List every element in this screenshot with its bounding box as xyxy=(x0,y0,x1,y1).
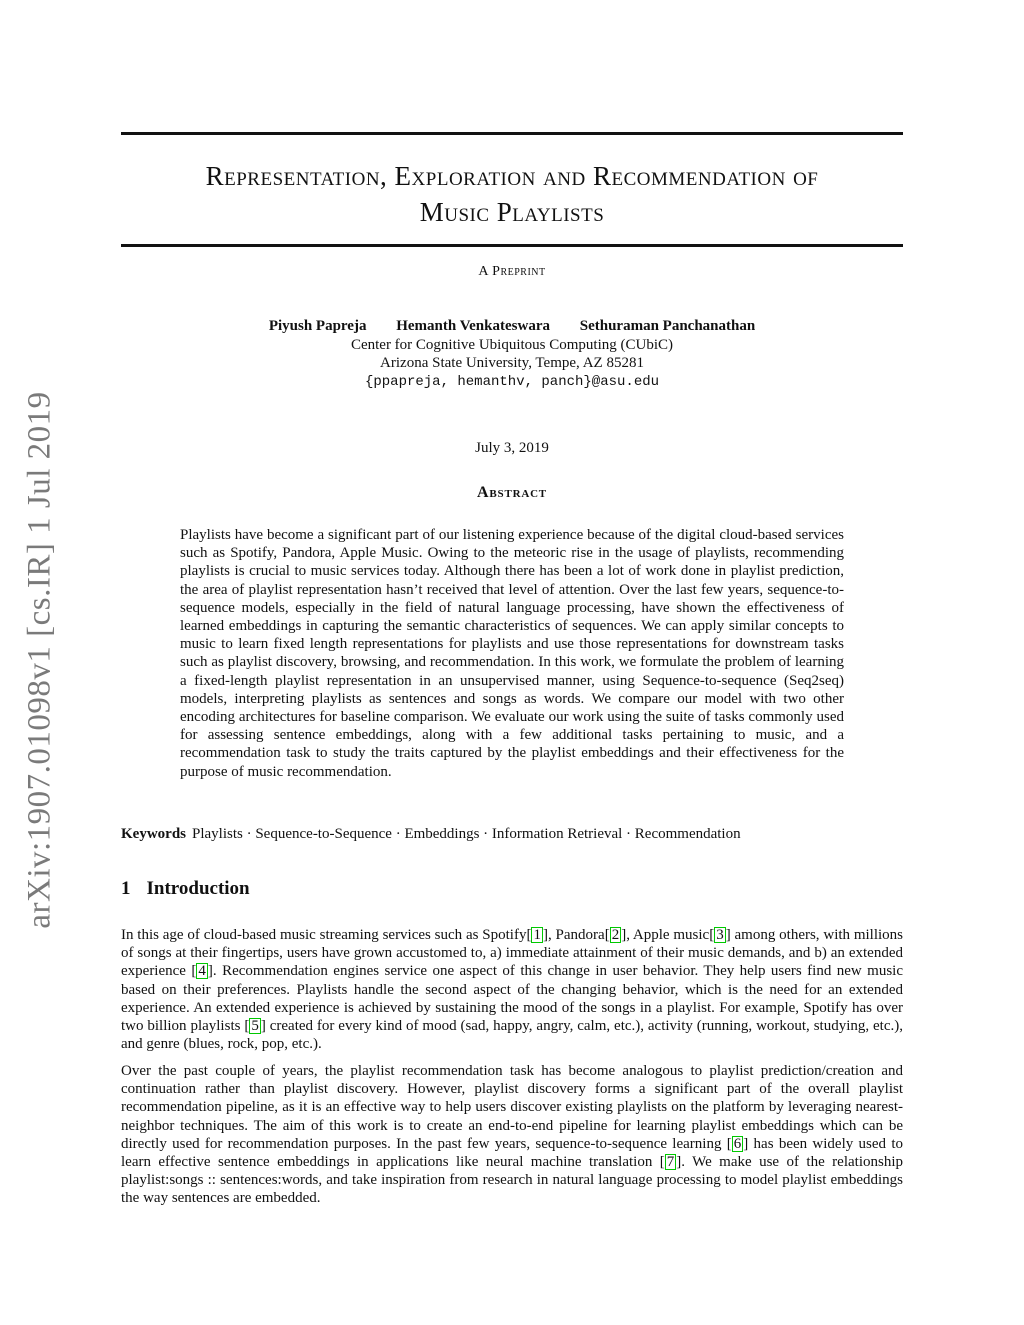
title-top-rule xyxy=(121,132,903,135)
section-number: 1 xyxy=(121,878,131,899)
paper-title xyxy=(121,158,903,230)
paragraph-text: among others, with millions of songs at their fingertips, users have grown accustomed to, a) immediate attainment of their music demands, and b) an extended experience xyxy=(121,927,904,980)
paragraph-text: . We make use of the relationship playlist:songs :: sentences:words, and take inspiration from research in natural language processing to model playlist embeddings the way sentences are embedded. xyxy=(121,1154,903,1207)
citation-link[interactable]: 7 xyxy=(666,1154,675,1171)
citation-link[interactable]: 1 xyxy=(533,927,541,943)
paragraph-text: created for every kind of mood (sad, happy, angry, calm, etc.), activity (running, workout, studying, etc.), and genre (blues, rock, pop, etc.). xyxy=(121,1018,903,1053)
paragraph-text: , Pandora xyxy=(547,927,605,943)
author-list xyxy=(121,318,903,335)
paragraph-text: , Apple music xyxy=(626,927,710,943)
title-bottom-rule xyxy=(121,244,903,247)
intro-paragraph-2: Over the past couple of years, the playlist recommendation task has become analogous to playlist prediction/creation and continuation rather than playlist discovery. However, playlist discovery forms a significant part of the overall playlist recommendation pipeline, as it is an effective way to help users discover existing playlists on the platform by leveraging nearest-neighbor techniques. The aim of this work is to create an end-to-end pipeline for learning playlist embeddings which can be directly used for recommendation purposes. In the past few years, sequence-to-sequence learning [ 6 ] has been widely used to learn effective sentence embeddings in applications like neural machine translation [ 7 ]. We make use of the relationship playlist:songs :: sentences:words, and take inspiration from research in natural language processing to model playlist embeddings the way sentences are embedded. xyxy=(121,1063,903,1207)
arxiv-identifier-stamp: arXiv:1907.01098v1 [cs.IR] 1 Jul 2019 xyxy=(21,391,58,929)
citation-link[interactable]: 3 xyxy=(716,927,724,943)
section-title: Introduction xyxy=(146,878,250,899)
keywords-label: Keywords xyxy=(121,826,186,842)
citation-link[interactable]: 5 xyxy=(251,1018,259,1035)
preprint-label: A Preprint xyxy=(478,264,546,279)
citation-link[interactable]: 2 xyxy=(611,927,620,943)
affiliation-university: Arizona State University, Tempe, AZ 85281 xyxy=(380,355,644,371)
section-heading-introduction xyxy=(121,878,250,900)
citation-link[interactable]: 6 xyxy=(733,1135,742,1152)
author-name: Sethuraman Panchanathan xyxy=(579,318,756,334)
paragraph-text: . Recommendation engines service one aspect of this change in user behavior. They help users find new music based on their preferences. Playlists handle the second aspect of the changing behavior, which is the need for an extended experience. An extended experience is achieved by sustaining the mood of the songs in a playlist. For example, Spotify has over two billion playlists xyxy=(121,963,904,1035)
abstract-text: Playlists have become a significant part of our listening experience because of the digital cloud-based services such as Spotify, Pandora, Apple Music. Owing to the meteoric rise in the usage of playlists, recommending playlists is crucial to music services today. Although there has been a lot of work done in playlist prediction, the area of playlist representation hasn’t received that level of attention. Over the last few years, sequence-to-sequence models, especially in the field of natural language processing, have shown the effectiveness of learned embeddings in capturing the semantic characteristics of sequences. We can apply similar concepts to music to learn fixed length representations for playlists and use those representations for downstream tasks such as playlist discovery, browsing, and recommendation. In this work, we formulate the problem of learning a fixed-length playlist representation in an unsupervised manner, using Sequence-to-sequence (Seq2seq) models, interpreting playlists as sentences and songs as words. We compare our model with two other encoding architectures for baseline comparison. We evaluate our work using the suite of tasks commonly used for assessing sentence embeddings, along with a few additional tasks pertaining to music, and a recommendation task to study the traits captured by the playlist embeddings and their effectiveness for the purpose of music recommendation. xyxy=(180,527,844,780)
author-name: Hemanth Venkateswara xyxy=(396,318,550,334)
paragraph-text: Over the past couple of years, the playlist recommendation task has become analogous to playlist prediction/creation and continuation rather than playlist discovery. However, playlist discovery forms a significant part of the overall playlist recommendation pipeline, as it is an effective way to help users discover existing playlists on the platform by leveraging nearest-neighbor techniques. The aim of this work is to create an end-to-end pipeline for learning playlist embeddings which can be directly used for recommendation purposes. In the past few years, sequence-to-sequence learning xyxy=(121,1063,903,1152)
keywords-text: Playlists · Sequence-to-Sequence · Embeddings · Information Retrieval · Recommendation xyxy=(192,826,741,842)
paragraph-text: In this age of cloud-based music streaming services such as Spotify xyxy=(121,927,527,943)
citation-link[interactable]: 4 xyxy=(198,963,206,980)
paper-title-line-2: Music Playlists xyxy=(419,197,605,227)
author-emails: {ppapreja, hemanthv, panch}@asu.edu xyxy=(364,374,660,390)
abstract-heading: Abstract xyxy=(477,484,547,501)
paragraph-text: has been widely used to learn effective sentence embeddings in applications like neural machine translation xyxy=(121,1135,903,1171)
intro-paragraph-1: In this age of cloud-based music streaming services such as Spotify[ 1 ], Pandora[ 2 ], Apple music[ 3 ] among others, with millions of songs at their fingertips, users have grown accustomed to, a) immediate attainment of their music demands, and b) an extended experience [ 4 ]. Recommendation engines service one aspect of this change in user behavior. They help users find new music based on their preferences. Playlists handle the second aspect of the changing behavior, which is the need for an extended experience. An extended experience is achieved by sustaining the mood of the songs in a playlist. For example, Spotify has over two billion playlists [ 5 ] created for every kind of mood (sad, happy, angry, calm, etc.), activity (running, workout, studying, etc.), and genre (blues, rock, pop, etc.). xyxy=(121,927,904,1053)
affiliation-center: Center for Cognitive Ubiquitous Computing (CUbiC) xyxy=(350,337,674,353)
keywords-line xyxy=(121,826,903,843)
author-name: Piyush Papreja xyxy=(268,318,367,334)
publication-date: July 3, 2019 xyxy=(475,440,549,456)
paper-title-line-1: Representation, Exploration and Recommendation of xyxy=(205,161,819,191)
